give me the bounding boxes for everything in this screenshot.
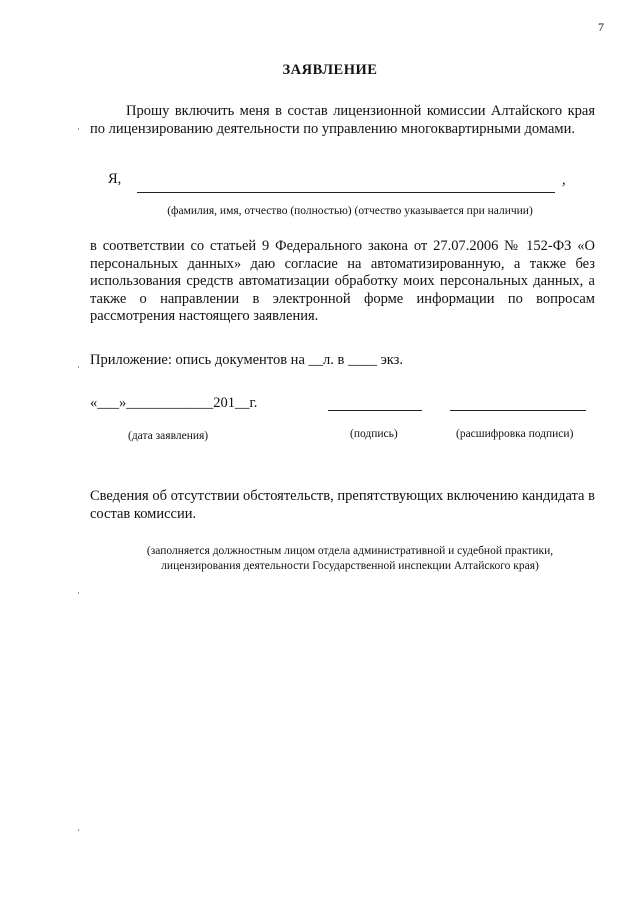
request-paragraph: Прошу включить меня в состав лицензионной комиссии Алтайского края по лицензированию деятельности по управлению многоквартирными домами. <box>90 103 595 137</box>
date-field[interactable]: «___»____________201__г. <box>90 395 258 411</box>
fill-note-line-1: (заполняется должностным лицом отдела административной и судебной практики, <box>146 545 554 557</box>
date-caption: (дата заявления) <box>128 430 209 442</box>
attachment-line: Приложение: опись документов на __л. в ____ экз. <box>90 352 404 368</box>
signature-field[interactable] <box>328 410 422 411</box>
signature-caption: (подпись) <box>350 428 398 440</box>
signature-decode-caption: (расшифровка подписи) <box>456 428 574 440</box>
applicant-name-caption: (фамилия, имя, отчество (полностью) (отчество указывается при наличии) <box>167 205 533 217</box>
margin-mark <box>78 366 79 368</box>
document-title: ЗАЯВЛЕНИЕ <box>282 62 378 78</box>
applicant-name-field[interactable] <box>137 192 555 193</box>
fill-note <box>0 544 640 574</box>
info-paragraph: Сведения об отсутствии обстоятельств, препятствующих включению кандидата в состав комиссии. <box>90 488 595 522</box>
consent-paragraph: в соответствии со статьей 9 Федерального закона от 27.07.2006 № 152-ФЗ «О персональных данных» даю согласие на автоматизированную, а также без использования средств автоматизации обработку моих персональных данных, а также о направлении в электронной форме информации по вопросам рассмотрения настоящего заявления. <box>90 238 595 325</box>
margin-mark <box>78 592 79 594</box>
signature-decode-field[interactable] <box>450 410 586 411</box>
page-number: 7 <box>598 20 604 34</box>
fill-note-line-2: лицензирования деятельности Государственной инспекции Алтайского края) <box>161 560 539 572</box>
applicant-label: Я, <box>108 171 122 187</box>
margin-mark <box>78 829 79 831</box>
margin-mark <box>78 128 79 130</box>
applicant-comma: , <box>562 172 566 188</box>
